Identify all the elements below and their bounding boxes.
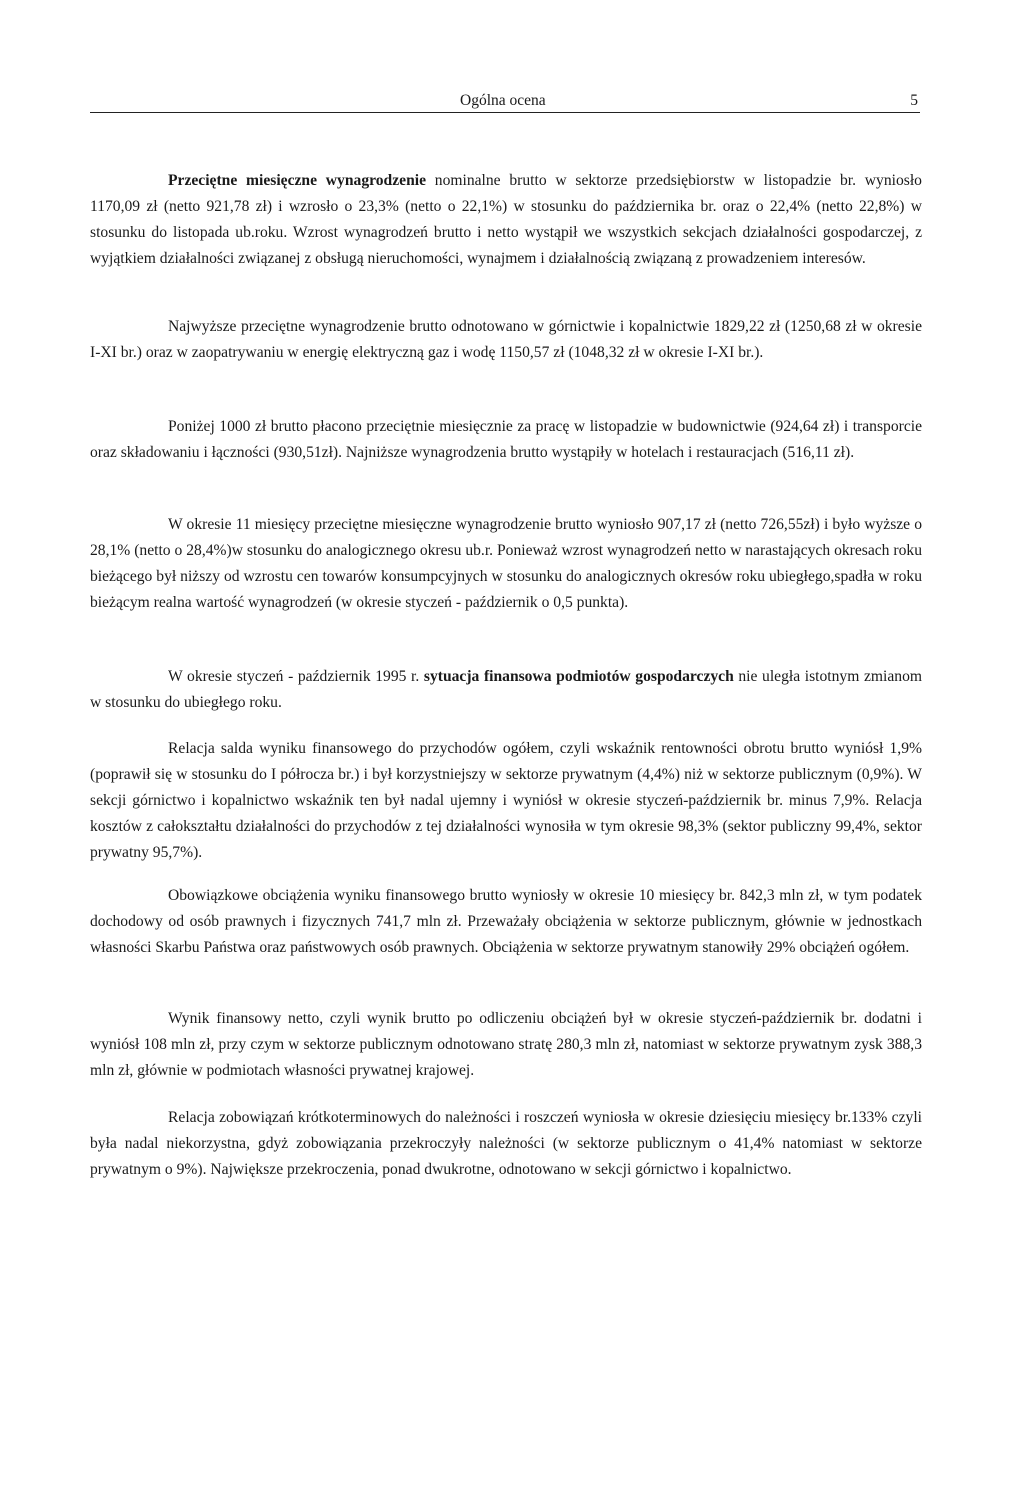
- paragraph-2: [90, 314, 922, 366]
- paragraph-4-text: W okresie 11 miesięcy przeciętne miesięczne wynagrodzenie brutto wyniosło 907,17 zł (netto 726,55zł) i było wyższe o 28,1% (netto o 28,4%)w stosunku do analogicznego okresu ub.r. Ponieważ wzrost wynagrodzeń netto w narastających okresach roku bieżącego był niższy od wzrostu cen towarów konsumpcyjnych w stosunku do analogicznych okresów roku ubiegłego,spadła w roku bieżącym realna wartość wynagrodzeń (w okresie styczeń - październik o 0,5 punkta).: [90, 516, 922, 611]
- paragraph-6: [90, 736, 922, 866]
- paragraph-3: [90, 414, 922, 466]
- paragraph-7-text: Obowiązkowe obciążenia wyniku finansowego brutto wyniosły w okresie 10 miesięcy br. 842,3 mln zł, w tym podatek dochodowy od osób prawnych i fizycznych 741,7 mln zł. Przeważały obciążenia w sektorze publicznym, głównie w jednostkach własności Skarbu Państwa oraz państwowych osób prawnych. Obciążenia w sektorze prywatnym stanowiły 29% obciążeń ogółem.: [90, 887, 922, 956]
- paragraph-5: [90, 664, 922, 716]
- paragraph-8-text: Wynik finansowy netto, czyli wynik brutto po odliczeniu obciążeń był w okresie styczeń-październik br. dodatni i wyniósł 108 mln zł, przy czym w sektorze publicznym odnotowano stratę 280,3 mln zł, natomiast w sektorze prywatnym zysk 388,3 mln zł, głównie w podmiotach własności prywatnej krajowej.: [90, 1010, 922, 1079]
- paragraph-9: [90, 1105, 922, 1183]
- page-header: [90, 90, 920, 113]
- paragraph-3-text: Poniżej 1000 zł brutto płacono przeciętnie miesięcznie za pracę w listopadzie w budownictwie (924,64 zł) i transporcie oraz składowaniu i łączności (930,51zł). Najniższe wynagrodzenia brutto wystąpiły w hotelach i restauracjach (516,11 zł).: [90, 418, 922, 461]
- paragraph-6-text: Relacja salda wyniku finansowego do przychodów ogółem, czyli wskaźnik rentowności obrotu brutto wyniósł 1,9% (poprawił się w stosunku do I półrocza br.) i był korzystniejszy w sektorze prywatnym (4,4%) niż w sektorze publicznym (0,9%). W sekcji górnictwo i kopalnictwo wskaźnik ten był nadal ujemny i wyniósł w okresie styczeń-październik br. minus 7,9%. Relacja kosztów z całokształtu działalności do przychodów z tej działalności wynosiła w tym okresie 98,3% (sektor publiczny 99,4%, sektor prywatny 95,7%).: [90, 740, 922, 861]
- paragraph-8: [90, 1006, 922, 1084]
- header-title: Ogólna ocena: [460, 92, 546, 109]
- paragraph-2-text: Najwyższe przeciętne wynagrodzenie brutto odnotowano w górnictwie i kopalnictwie 1829,22 zł (1250,68 zł w okresie I-XI br.) oraz w zaopatrywaniu w energię elektryczną gaz i wodę 1150,57 zł (1048,32 zł w okresie I-XI br.).: [90, 318, 922, 361]
- paragraph-5-pre: W okresie styczeń - październik 1995 r.: [168, 668, 424, 685]
- page-number: 5: [910, 92, 918, 109]
- paragraph-7: [90, 883, 922, 961]
- paragraph-1-text: nominalne brutto w sektorze przedsiębiorstw w listopadzie br. wyniosło 1170,09 zł (netto 921,78 zł) i wzrosło o 23,3% (netto o 22,1%) w stosunku do października br. oraz o 22,4% (netto 22,8%) w stosunku do listopada ub.roku. Wzrost wynagrodzeń brutto i netto wystąpił we wszystkich sekcjach działalności gospodarczej, z wyjątkiem działalności związanej z obsługą nieruchomości, wynajmem i działalnością związaną z prowadzeniem interesów.: [90, 172, 922, 267]
- paragraph-9-text: Relacja zobowiązań krótkoterminowych do należności i roszczeń wyniosła w okresie dziesięciu miesięcy br.133% czyli była nadal niekorzystna, gdyż zobowiązania przekroczyły należności (w sektorze publicznym o 41,4% natomiast w sektorze prywatnym o 9%). Największe przekroczenia, ponad dwukrotne, odnotowano w sekcji górnictwo i kopalnictwo.: [90, 1109, 922, 1178]
- paragraph-4: [90, 512, 922, 616]
- paragraph-5-text: nie uległa istotnym zmianom w stosunku do ubiegłego roku.: [90, 668, 922, 711]
- paragraph-5-lead: sytuacja finansowa podmiotów gospodarczych: [423, 668, 734, 685]
- paragraph-1: [90, 168, 922, 272]
- paragraph-1-lead: Przeciętne miesięczne wynagrodzenie: [168, 172, 426, 189]
